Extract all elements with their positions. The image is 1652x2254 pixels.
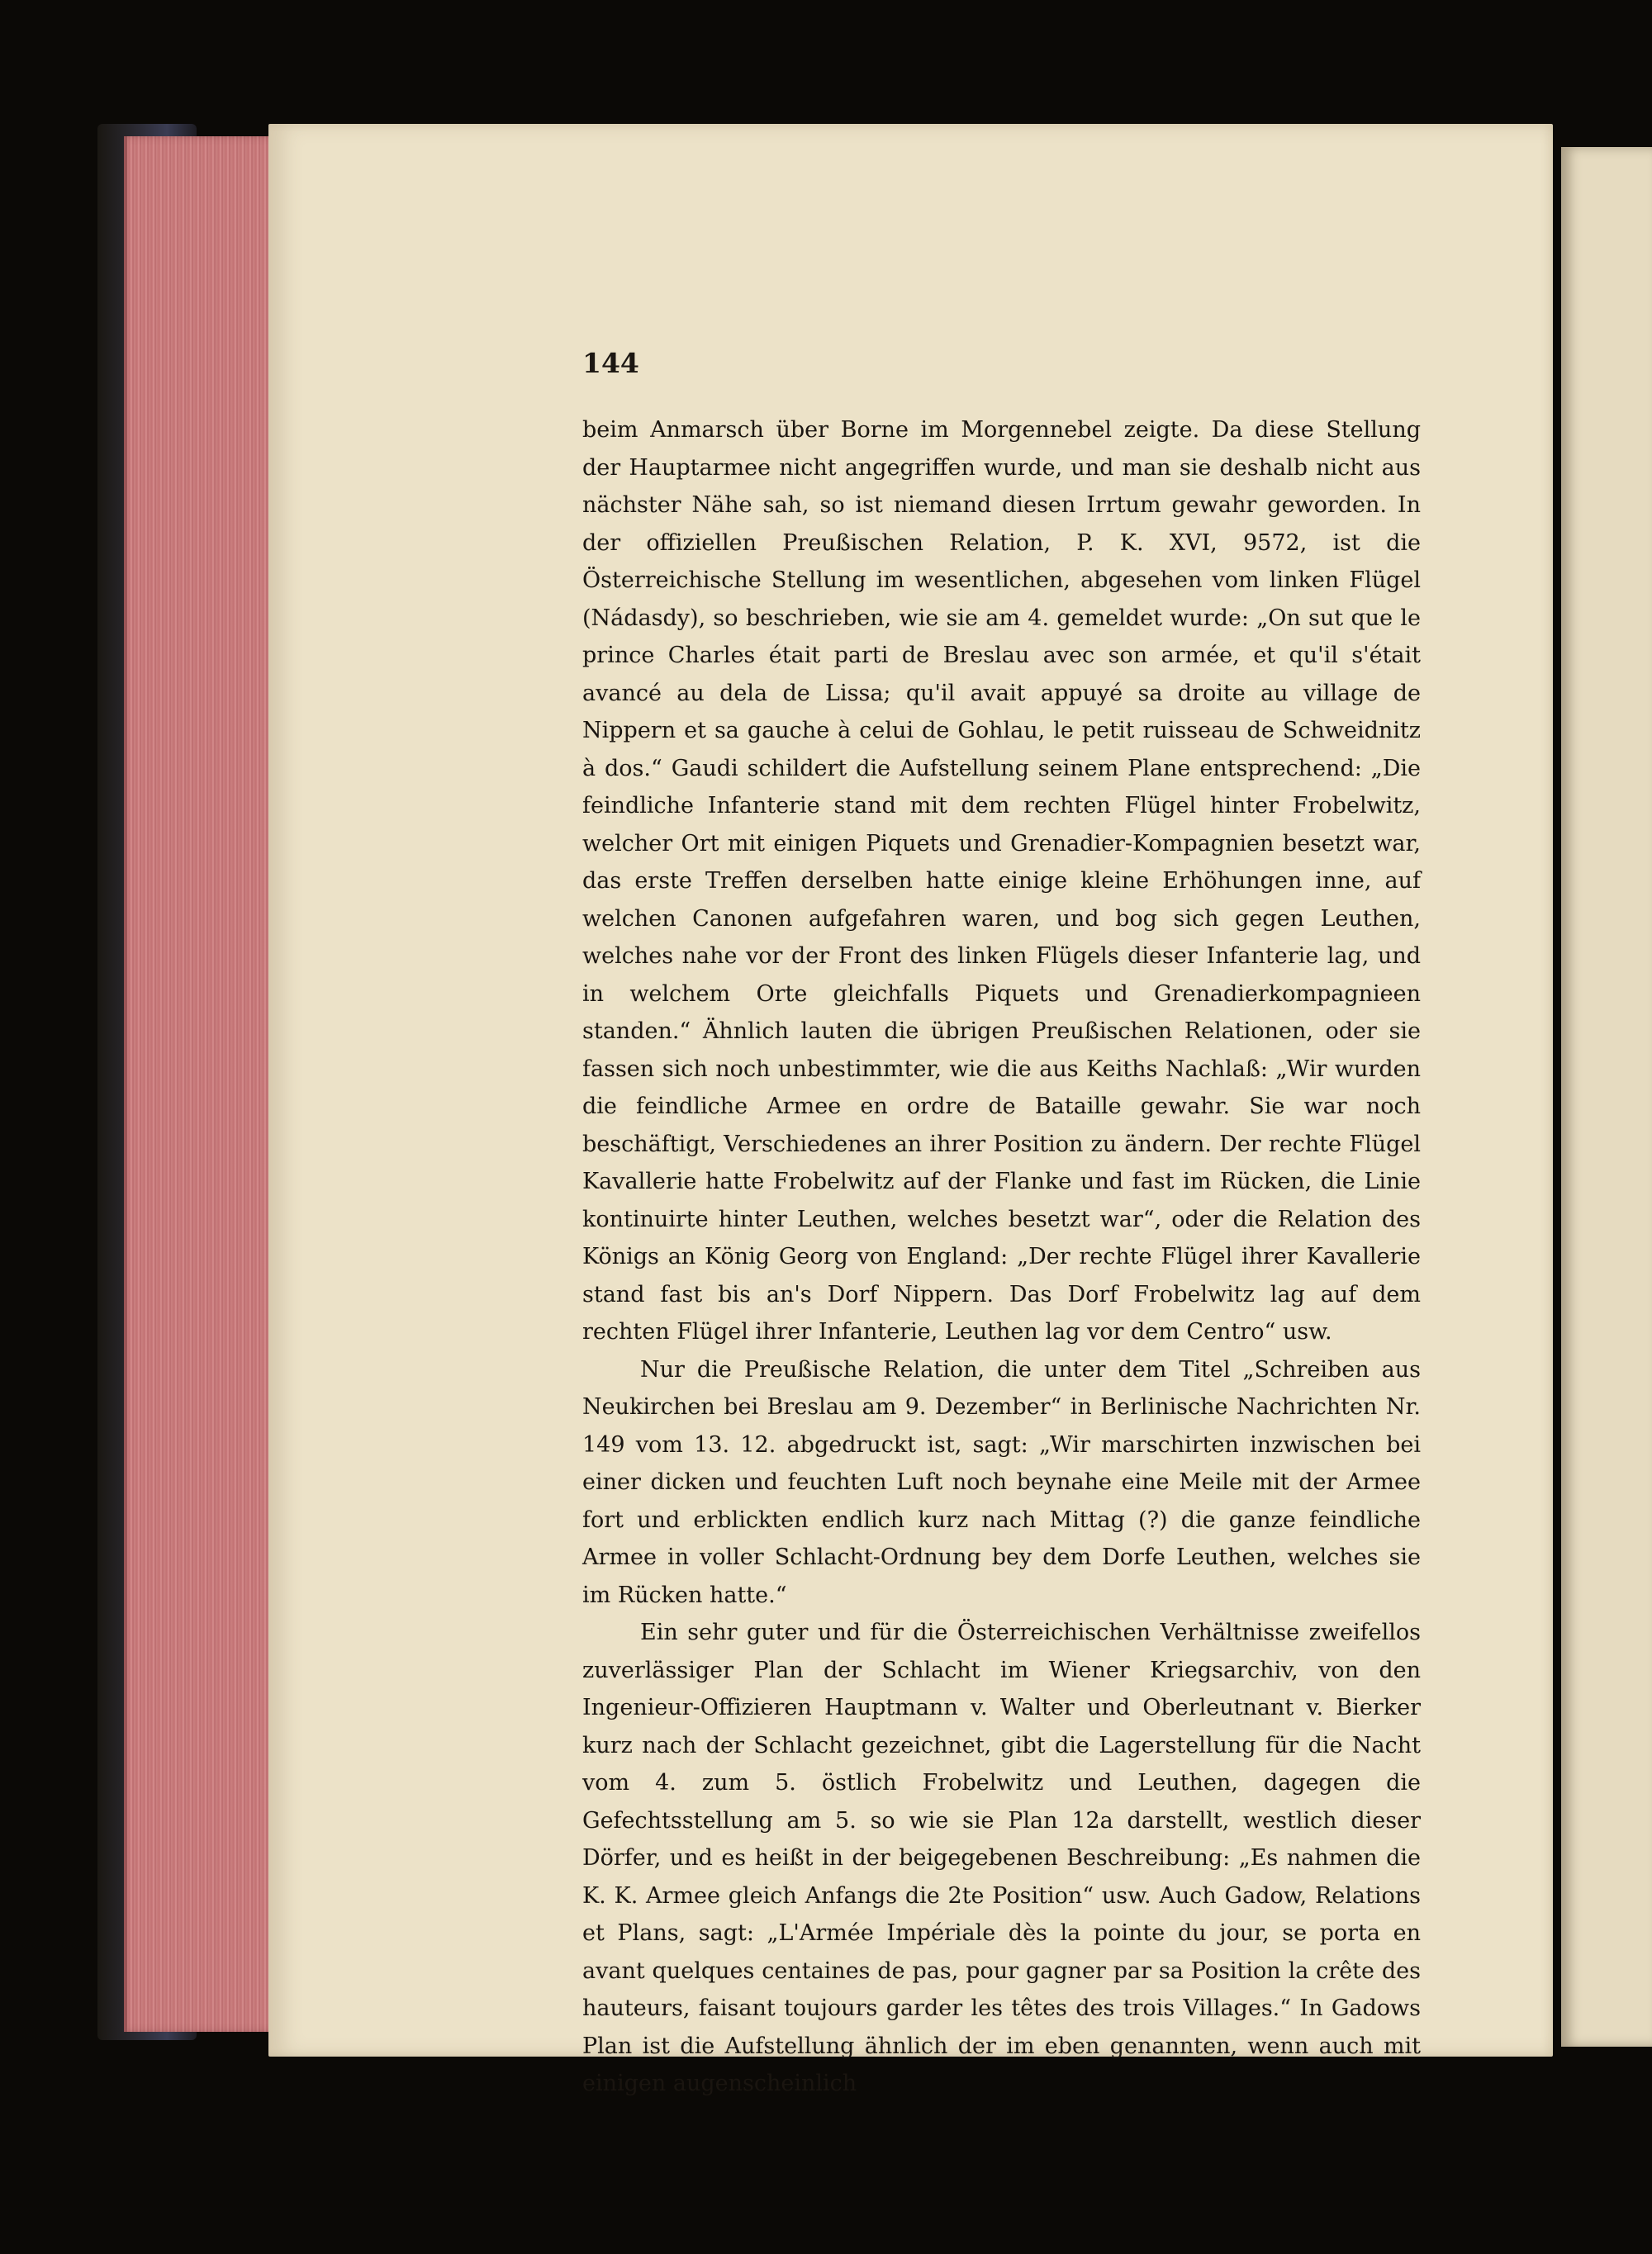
paragraph: beim Anmarsch über Borne im Morgennebel zeigte. Da diese Stellung der Hauptarmee nicht angegriffen wurde, und man sie deshalb nicht aus nächster Nähe sah, so ist niemand diesen Irrtum gewahr geworden. In der offiziellen Preußischen Relation, P. K. XVI, 9572, ist die Österreichische Stellung im wesentlichen, abgesehen vom linken Flügel (Nádasdy), so beschrieben, wie sie am 4. gemeldet wurde: „On sut que le prince Charles était parti de Breslau avec son armée, et qu'il s'était avancé au dela de Lissa; qu'il avait appuyé sa droite au village de Nippern et sa gauche à celui de Gohlau, le petit ruisseau de Schweidnitz à dos.“ Gaudi schildert die Aufstellung seinem Plane entsprechend: „Die feindliche Infanterie stand mit dem rechten Flügel hinter Frobelwitz, welcher Ort mit einigen Piquets und Grenadier-Kompagnien besetzt war, das erste Treffen derselben hatte einige kleine Erhöhungen inne, auf welchen Canonen aufgefahren waren, und bog sich gegen Leuthen, welches nahe vor der Front des linken Flügels dieser Infanterie lag, und in welchem Orte gleichfalls Piquets und Grenadierkompagnieen standen.“ Ähnlich lauten die übrigen Preußischen Relationen, oder sie fassen sich noch unbestimmter, wie die aus Keiths Nachlaß: „Wir wurden die feindliche Armee en ordre de Bataille gewahr. Sie war noch beschäftigt, Verschiedenes an ihrer Position zu ändern. Der rechte Flügel Kavallerie hatte Frobelwitz auf der Flanke und fast im Rücken, die Linie kontinuirte hinter Leuthen, welches besetzt war“, oder die Relation des Königs an König Georg von England: „Der rechte Flügel ihrer Kavallerie stand fast bis an's Dorf Nippern. Das Dorf Frobelwitz lag auf dem rechten Flügel ihrer Infanterie, Leuthen lag vor dem Centro“ usw.: [582, 417, 1421, 1345]
body-text: [582, 411, 1421, 2103]
facing-page-edge: [1561, 147, 1652, 2047]
page-edges: [124, 136, 288, 2032]
paragraph: Ein sehr guter und für die Österreichischen Verhältnisse zweifellos zuverlässiger Plan der Schlacht im Wiener Kriegsarchiv, von den Ingenieur-Offizieren Hauptmann v. Walter und Oberleutnant v. Bierker kurz nach der Schlacht gezeichnet, gibt die Lagerstellung für die Nacht vom 4. zum 5. östlich Frobelwitz und Leuthen, dagegen die Gefechtsstellung am 5. so wie sie Plan 12a darstellt, westlich dieser Dörfer, und es heißt in der beigegebenen Beschreibung: „Es nahmen die K. K. Armee gleich Anfangs die 2te Position“ usw. Auch Gadow, Relations et Plans, sagt: „L'Armée Impériale dès la pointe du jour, se porta en avant quelques centaines de pas, pour gagner par sa Position la crête des hauteurs, faisant toujours garder les têtes des trois Villages.“ In Gadows Plan ist die Aufstellung ähnlich der im eben genannten, wenn auch mit einigen augenscheinlich: [582, 1620, 1421, 2096]
page-number: 144: [582, 347, 639, 379]
paragraph: Nur die Preußische Relation, die unter dem Titel „Schreiben aus Neukirchen bei Breslau am 9. Dezember“ in Berlinische Nachrichten Nr. 149 vom 13. 12. abgedruckt ist, sagt: „Wir marschirten inzwischen bei einer dicken und feuchten Luft noch beynahe eine Meile mit der Armee fort und erblickten endlich kurz nach Mittag (?) die ganze feindliche Armee in voller Schlacht-Ordnung bey dem Dorfe Leuthen, welches sie im Rücken hatte.“: [582, 1356, 1421, 1608]
